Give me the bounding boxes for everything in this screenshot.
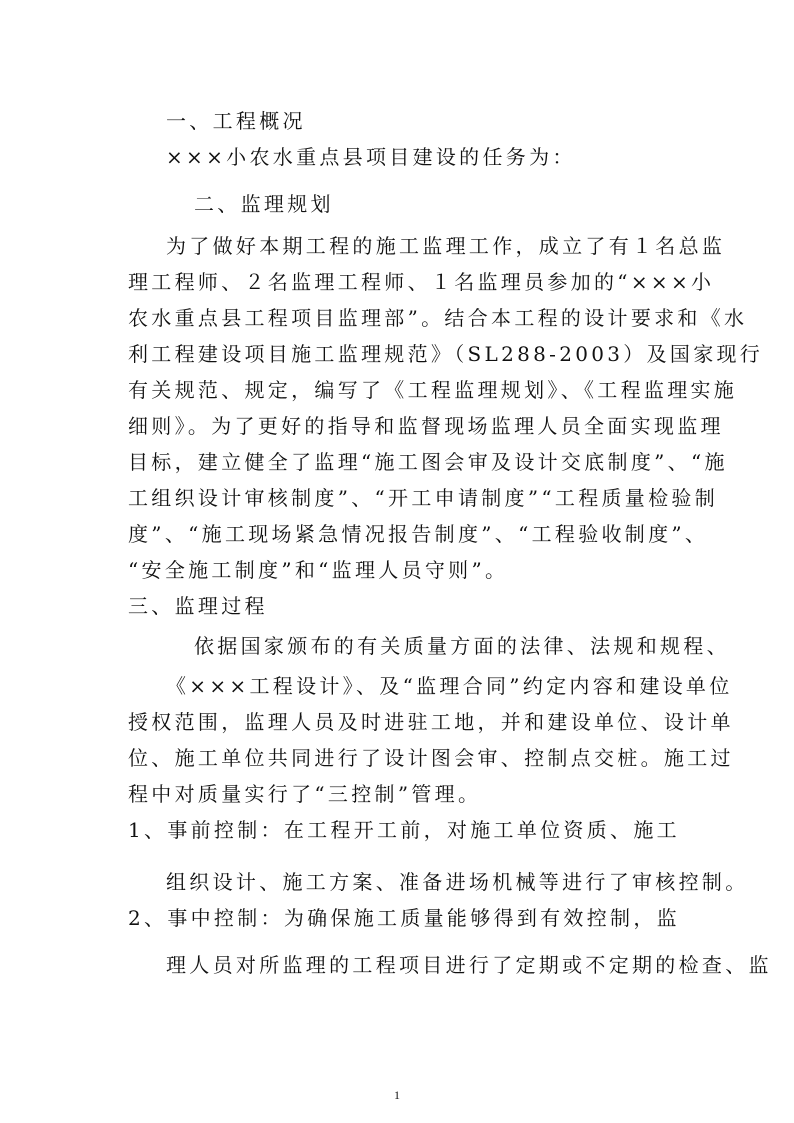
text-line: 2、事中控制：为确保施工质量能够得到有效控制，监: [128, 906, 680, 930]
heading-overview: 一、工程概况: [166, 109, 306, 133]
text-line: 利工程建设项目施工监理规范》（SL288-2003）及国家现行: [128, 342, 764, 366]
page-number: 1: [394, 1088, 400, 1102]
text-line: 理人员对所监理的工程项目进行了定期或不定期的检查、监: [166, 953, 772, 977]
text-line: 度”、“施工现场紧急情况报告制度”、“工程验收制度”、: [128, 522, 709, 546]
text-line: 位、施工单位共同进行了设计图会审、控制点交桩。施工过: [128, 746, 734, 770]
text-line: ×××小农水重点县项目建设的任务为：: [166, 145, 576, 169]
heading-supervision-process: 依据国家颁布的有关质量方面的法律、法规和规程、: [194, 634, 730, 658]
text-line: 农水重点县工程项目监理部”。结合本工程的设计要求和《水: [128, 306, 748, 330]
text-line: 三、监理过程: [128, 594, 268, 618]
text-line: 为了做好本期工程的施工监理工作，成立了有１名总监: [166, 234, 726, 258]
text-line: 组织设计、施工方案、准备进场机械等进行了审核控制。: [166, 870, 749, 894]
text-line: 程中对质量实行了“三控制”管理。: [128, 782, 482, 806]
text-line: 目标，建立健全了监理“施工图会审及设计交底制度”、“施: [128, 450, 728, 474]
text-line: 工组织设计审核制度”、“开工申请制度”“工程质量检验制: [128, 486, 718, 510]
heading-supervision-plan: 二、监理规划: [194, 192, 334, 216]
text-line: 有关规范、规定，编写了《工程监理规划》、《工程监理实施: [128, 378, 738, 402]
text-line: “安全施工制度”和“监理人员守则”。: [128, 558, 509, 582]
text-line: 理工程师、２名监理工程师、１名监理员参加的“×××小: [128, 270, 715, 294]
text-line: 授权范围，监理人员及时进驻工地，并和建设单位、设计单: [128, 710, 734, 734]
text-line: 《×××工程设计》、及“监理合同”约定内容和建设单位: [166, 674, 733, 698]
text-line: 细则》。为了更好的指导和监督现场监理人员全面实现监理: [128, 414, 724, 438]
text-line: 1、事前控制：在工程开工前，对施工单位资质、施工: [128, 818, 680, 842]
